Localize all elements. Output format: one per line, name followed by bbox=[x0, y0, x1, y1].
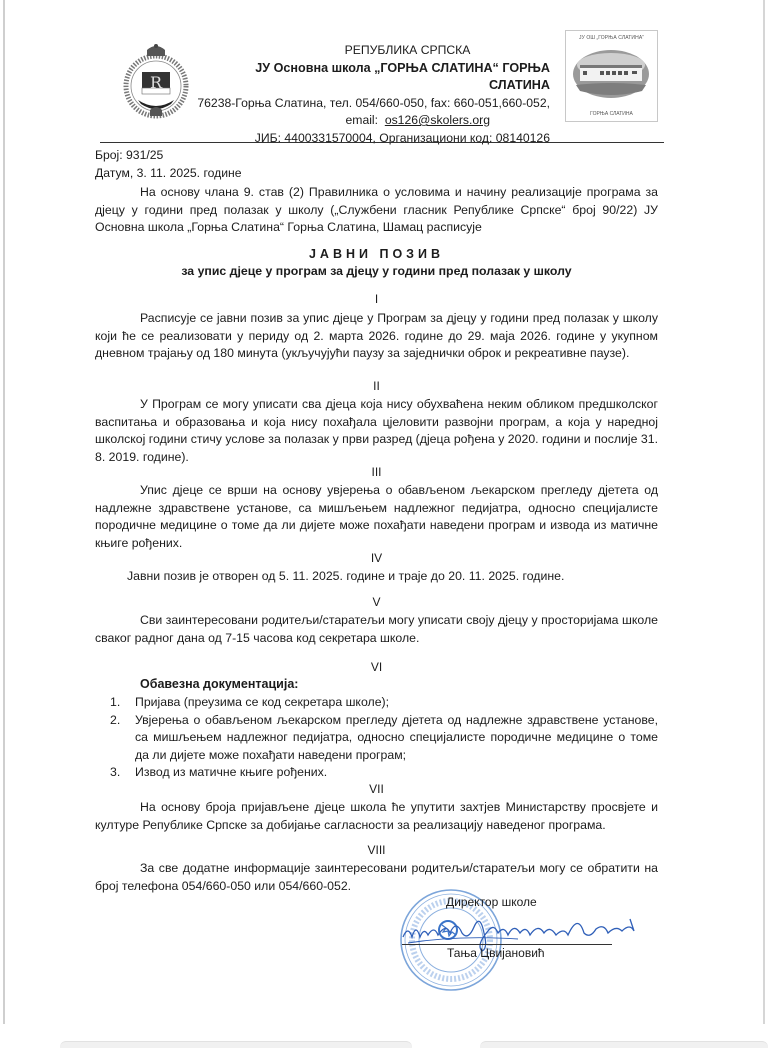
school-logo bbox=[565, 30, 658, 122]
section-number: VI bbox=[370, 660, 383, 674]
ids-line: ЈИБ: 4400331570004, Организациони код: 08140126 bbox=[254, 130, 550, 145]
section-number: I bbox=[374, 292, 379, 306]
email-link[interactable]: os126@skolers.org bbox=[384, 113, 490, 127]
list-item-number: 2. bbox=[110, 712, 121, 727]
viewer-panel bbox=[480, 1041, 768, 1048]
document-date: Датум, 3. 11. 2025. године bbox=[95, 166, 242, 180]
list-item bbox=[110, 712, 658, 765]
section-number: VIII bbox=[367, 843, 386, 857]
list-item-text: Пријава (преузима се код секретара школе); bbox=[135, 695, 390, 709]
document-title: ЈАВНИ ПОЗИВ bbox=[308, 247, 445, 261]
letterhead bbox=[195, 42, 550, 147]
signature-line bbox=[402, 944, 612, 945]
section-text: Сви заинтересовани родитељи/старатељи могу уписати своју дјецу у просторијама школе сваког радног дана од 7-15 часова код секретара школе. bbox=[95, 613, 658, 645]
intro-paragraph: На основу члана 9. став (2) Правилника о условима и начину реализације програма за дјецу у години пред полазак у школу („Службени гласник Републике Српске“ број 90/22) ЈУ Основна школа „Горња Слатина“ Горња Слатина, Шамац расписује bbox=[95, 185, 658, 235]
logo-caption-top: ЈУ ОШ „ГОРЊА СЛАТИНА“ bbox=[578, 35, 645, 41]
list-item-text: Извод из матичне књиге рођених. bbox=[135, 765, 328, 780]
school-name: ЈУ Основна школа „ГОРЊА СЛАТИНА“ ГОРЊА СЛАТИНА bbox=[255, 60, 550, 92]
list-item bbox=[110, 694, 658, 712]
section-number: IV bbox=[370, 551, 383, 565]
republic-name: РЕПУБЛИКА СРПСКА bbox=[344, 43, 471, 57]
section-number: V bbox=[372, 595, 381, 609]
section-number: VII bbox=[369, 782, 384, 796]
required-docs-label: Обавезна документација: bbox=[140, 677, 299, 691]
viewer-panel bbox=[60, 1041, 412, 1048]
list-item-number: 3. bbox=[110, 765, 121, 780]
svg-text:R: R bbox=[149, 73, 163, 92]
email-row bbox=[195, 112, 550, 130]
section-text: За све додатне информације заинтересовани родитељи/старатељи могу се обратити на број телефона 054/660-050 или 054/660-052. bbox=[95, 861, 658, 893]
section-text: Расписује се јавни позив за упис дјеце у Програм за дјецу у години пред полазак у школу који ће се реализовати у периду од 2. марта 2026. године до 29. маја 2026. године у укупном дневном трајању од 180 минута (укључујући паузу за заједнички оброк и рекреативне паузе). bbox=[95, 311, 658, 361]
section-number: III bbox=[371, 465, 382, 479]
address-line: 76238-Горња Слатина, тел. 054/660-050, fax: 660-051,660-052, bbox=[197, 95, 550, 110]
republika-srpska-crest-icon bbox=[120, 42, 192, 122]
section-text: Упис дјеце се врши на основу увјерења о обављеном љекарском прегледу дјетета од надлежне здравствене установе, са мишљењем надлежног педијатра, односно специјалисте породичне медицине о томе да ли дијете може похађати наведени програм и извода из матичне књиге рођених. bbox=[95, 483, 658, 550]
signatory-role: Директор школе bbox=[446, 895, 537, 909]
document-subtitle: за упис дјеце у програм за дјецу у години пред полазак у школу bbox=[181, 264, 572, 278]
logo-caption-bottom: ГОРЊА СЛАТИНА bbox=[590, 111, 633, 117]
signatory-name: Тања Цвијановић bbox=[447, 946, 545, 960]
section-text: Јавни позив је отворен од 5. 11. 2025. године и траје до 20. 11. 2025. године. bbox=[127, 569, 565, 583]
required-docs-list bbox=[110, 694, 658, 782]
list-item bbox=[110, 764, 658, 782]
email-label: email: bbox=[345, 113, 379, 127]
list-item-text: Увјерења о обављеном љекарском прегледу дјетета од надлежне здравствене установе, са мишљењем надлежног педијатра, односно специјалисте породичне медицине о томе да ли дијете може похађати наведени програм; bbox=[135, 712, 658, 762]
letterhead-divider bbox=[100, 142, 664, 143]
section-text: На основу броја пријављене дјеце школа ће упутити захтјев Министарству просвјете и културе Републике Српске за добијање сагласности за реализацију наведеног програма. bbox=[95, 800, 658, 832]
list-item-number: 1. bbox=[110, 695, 121, 709]
section-number: II bbox=[373, 379, 380, 393]
document-number: Број: 931/25 bbox=[95, 148, 164, 162]
school-building-photo-icon bbox=[566, 41, 657, 103]
section-text: У Програм се могу уписати сва дјеца која нису обухваћена неким обликом предшколског васпитања и образовања и која нису похађала цјеловити развојни програм, а која у наредној школској години стичу услове за полазак у први разред (дјеца рођена у 2020. години и послије 31. 8. 2019. године). bbox=[95, 397, 658, 464]
